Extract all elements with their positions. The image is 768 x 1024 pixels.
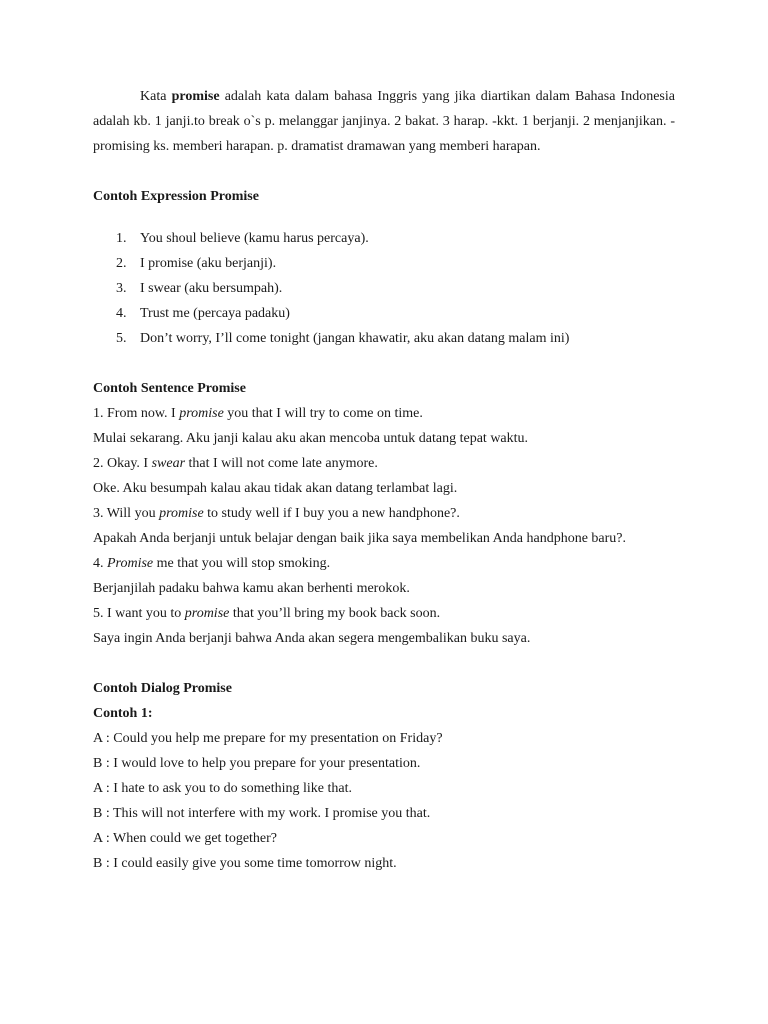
sentence-text: that you’ll bring my book back soon. bbox=[229, 606, 441, 621]
sentence-example bbox=[93, 451, 675, 476]
dialog-heading: Contoh Dialog Promise bbox=[93, 681, 232, 696]
spacer bbox=[93, 351, 675, 376]
sentence-example bbox=[93, 501, 675, 526]
sentence-example bbox=[93, 551, 675, 576]
list-item-text: I swear (aku bersumpah). bbox=[140, 281, 283, 296]
sentence-text: you that I will try to come on time. bbox=[223, 406, 423, 421]
sentence-text: 4. bbox=[93, 556, 107, 571]
sentence-translation: Berjanjilah padaku bahwa kamu akan berhenti merokok. bbox=[93, 581, 410, 596]
sentence-keyword: promise bbox=[159, 506, 204, 521]
dialog-line: A : I hate to ask you to do something like that. bbox=[93, 781, 352, 796]
sentence-text: me that you will stop smoking. bbox=[153, 556, 331, 571]
list-item-text: Don’t worry, I’ll come tonight (jangan khawatir, aku akan datang malam ini) bbox=[140, 331, 570, 346]
list-item bbox=[93, 226, 675, 251]
spacer bbox=[93, 209, 675, 226]
sentence-example bbox=[93, 401, 675, 426]
document-page bbox=[93, 84, 675, 876]
intro-keyword: promise bbox=[171, 89, 220, 104]
dialog-subheading: Contoh 1: bbox=[93, 706, 153, 721]
sentence-text: to study well if I buy you a new handphone?. bbox=[203, 506, 460, 521]
expression-list bbox=[93, 226, 675, 351]
list-item bbox=[93, 251, 675, 276]
sentence-translation: Mulai sekarang. Aku janji kalau aku akan mencoba untuk datang tepat waktu. bbox=[93, 431, 529, 446]
list-item-number: 4. bbox=[116, 306, 127, 321]
intro-before-keyword: Kata bbox=[140, 89, 172, 104]
sentence-translation: Saya ingin Anda berjanji bahwa Anda akan segera mengembalikan buku saya. bbox=[93, 631, 531, 646]
dialog-line: A : When could we get together? bbox=[93, 831, 278, 846]
spacer bbox=[93, 159, 675, 184]
sentence-text: 2. Okay. I bbox=[93, 456, 152, 471]
intro-definition: adalah kata dalam bahasa Inggris yang jika diartikan dalam Bahasa Indonesia adalah kb. 1 janji.to break o`s p. melanggar janjinya. 2 bakat. 3 harap. -kkt. 1 berjanji. 2 menjanjikan. -promising ks. memberi harapan. p. dramatist dramawan yang memberi harapan. bbox=[93, 89, 675, 154]
list-item-number: 5. bbox=[116, 331, 127, 346]
list-item bbox=[93, 301, 675, 326]
sentence-keyword: swear bbox=[151, 456, 186, 471]
list-item-number: 3. bbox=[116, 281, 127, 296]
sentence-text: that I will not come late anymore. bbox=[185, 456, 378, 471]
list-item-text: I promise (aku berjanji). bbox=[140, 256, 277, 271]
sentence-translation: Oke. Aku besumpah kalau akau tidak akan datang terlambat lagi. bbox=[93, 481, 458, 496]
dialog-line: B : I could easily give you some time tomorrow night. bbox=[93, 856, 397, 871]
intro-paragraph bbox=[93, 84, 675, 159]
dialog-line: B : This will not interfere with my work. I promise you that. bbox=[93, 806, 431, 821]
sentence-text: 3. Will you bbox=[93, 506, 160, 521]
sentence-keyword: Promise bbox=[107, 556, 154, 571]
sentence-text: 1. From now. I bbox=[93, 406, 180, 421]
expression-heading: Contoh Expression Promise bbox=[93, 189, 259, 204]
sentence-example bbox=[93, 601, 675, 626]
spacer bbox=[93, 651, 675, 676]
sentence-keyword: promise bbox=[179, 406, 224, 421]
list-item bbox=[93, 276, 675, 301]
list-item-text: You shoul believe (kamu harus percaya). bbox=[140, 231, 369, 246]
dialog-line: B : I would love to help you prepare for your presentation. bbox=[93, 756, 421, 771]
sentence-heading: Contoh Sentence Promise bbox=[93, 381, 246, 396]
sentence-keyword: promise bbox=[184, 606, 230, 621]
sentence-text: 5. I want you to bbox=[93, 606, 185, 621]
list-item-number: 1. bbox=[116, 231, 127, 246]
list-item-text: Trust me (percaya padaku) bbox=[140, 306, 290, 321]
sentence-translation: Apakah Anda berjanji untuk belajar dengan baik jika saya membelikan Anda handphone baru?. bbox=[93, 531, 626, 546]
dialog-line: A : Could you help me prepare for my presentation on Friday? bbox=[93, 731, 443, 746]
list-item-number: 2. bbox=[116, 256, 127, 271]
list-item bbox=[93, 326, 675, 351]
